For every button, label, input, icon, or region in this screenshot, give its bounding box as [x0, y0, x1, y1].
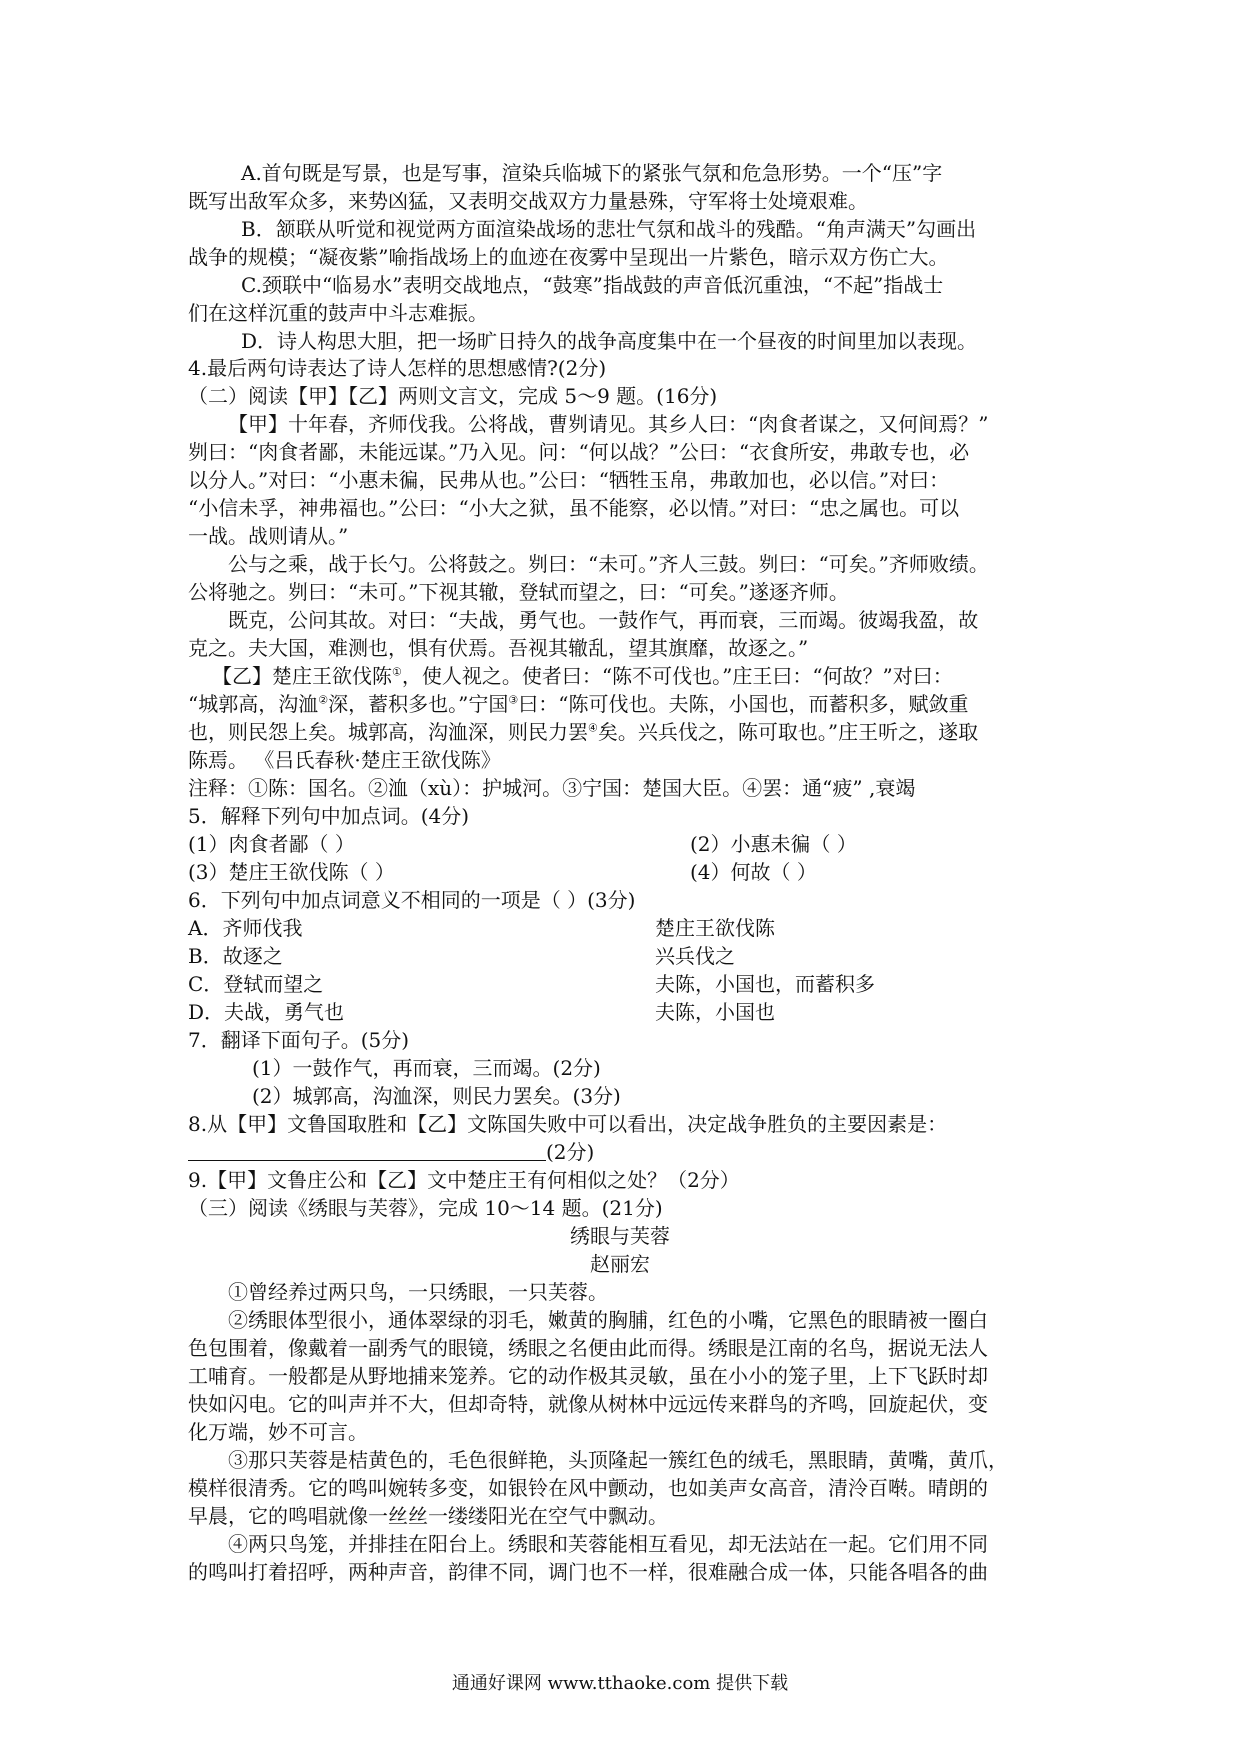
question-5-title: 5．解释下列句中加点词。(4分) — [188, 804, 470, 828]
jia-line: 一战。战则请从。” — [188, 524, 349, 548]
yi-line: 也，则民怨上矣。城郭高，沟洫深，则民力罢④矣。兴兵伐之，陈可取也。”庄王听之，遂取 — [188, 720, 979, 744]
article-line: ①曾经养过两只鸟，一只绣眼，一只芙蓉。 — [228, 1280, 608, 1304]
article-line: 早晨，它的鸣唱就像一丝丝一缕缕阳光在空气中飘动。 — [188, 1504, 668, 1528]
option-d: D．诗人构思大胆，把一场旷日持久的战争高度集中在一个昼夜的时间里加以表现。 — [241, 329, 978, 353]
jia-line: 以分人。”对曰：“小惠未徧，民弗从也。”公曰：“牺牲玉帛，弗敢加也，必以信。”对曰： — [188, 468, 950, 492]
article-line: ②绣眼体型很小，通体翠绿的羽毛，嫩黄的胸脯，红色的小嘴，它黑色的眼睛被一圈白 — [228, 1308, 988, 1332]
notes: 注释：①陈：国名。②洫（xù）：护城河。③宁国：楚国大臣。④罢：通“疲” ,衰竭 — [188, 776, 916, 800]
yi-line: “城郭高，沟洫②深，蓄积多也。”宁国③曰：“陈可伐也。夫陈，小国也，而蓄积多，赋敛重 — [188, 692, 969, 716]
yi-line: 【乙】楚庄王欲伐陈①，使人视之。使者曰：“陈不可伐也。”庄王曰：“何故？”对曰： — [212, 664, 953, 688]
jia-line: 【甲】十年春，齐师伐我。公将战，曹刿请见。其乡人曰：“肉食者谋之，又何间焉？” — [228, 412, 989, 436]
note-marker: ③ — [508, 693, 519, 707]
question-7-sentence: (1）一鼓作气，再而衰，三而竭。(2分) — [252, 1056, 601, 1080]
article-line: 的鸣叫打着招呼，两种声音，韵律不同，调门也不一样，很难融合成一体，只能各唱各的曲 — [188, 1560, 988, 1584]
answer-blank[interactable] — [188, 1140, 546, 1161]
section2-heading: （二）阅读【甲】【乙】两则文言文，完成 5～9 题。(16分) — [188, 384, 718, 408]
question-6-option: D．夫战，勇气也 — [188, 1000, 345, 1024]
question-6-compare: 夫陈，小国也 — [655, 1000, 775, 1024]
article-line: 色包围着，像戴着一副秀气的眼镜，绣眼之名便由此而得。绣眼是江南的名鸟，据说无法人 — [188, 1336, 988, 1360]
question-6-compare: 楚庄王欲伐陈 — [655, 916, 775, 940]
question-6-option: A．齐师伐我 — [188, 916, 303, 940]
section3-heading: （三）阅读《绣眼与芙蓉》，完成 10～14 题。(21分) — [188, 1196, 663, 1220]
question-7-sentence: (2）城郭高，沟洫深，则民力罢矣。(3分) — [252, 1084, 621, 1108]
question-8-answer-line: (2分) — [188, 1139, 594, 1165]
article-line: 工哺育。一般都是从野地捕来笼养。它的动作极其灵敏，虽在小小的笼子里，上下飞跃时却 — [188, 1364, 988, 1388]
note-marker: ② — [318, 693, 329, 707]
question-5-item: (4）何故（ ） — [690, 860, 817, 884]
question-7-title: 7．翻译下面句子。(5分) — [188, 1028, 410, 1052]
yi-source-line: 陈焉。 《吕氏春秋·楚庄王欲伐陈》 — [188, 748, 501, 772]
article-title: 绣眼与芙蓉 — [570, 1224, 670, 1248]
option-c-line2: 们在这样沉重的鼓声中斗志难振。 — [188, 301, 488, 325]
article-line: ③那只芙蓉是桔黄色的，毛色很鲜艳，头顶隆起一簇红色的绒毛，黑眼睛，黄嘴，黄爪， — [228, 1448, 1008, 1472]
jia-line: “小信未孚，神弗福也。”公曰：“小大之狱，虽不能察，必以情。”对曰：“忠之属也。可以 — [188, 496, 960, 520]
option-c-line1: C.颈联中“临易水”表明交战地点，“鼓寒”指战鼓的声音低沉重浊，“不起”指战士 — [241, 273, 944, 297]
question-8: 8.从【甲】文鲁国取胜和【乙】文陈国失败中可以看出，决定战争胜负的主要因素是： — [188, 1112, 948, 1136]
option-a-line1: A.首句既是写景，也是写事，渲染兵临城下的紧张气氛和危急形势。一个“压”字 — [241, 161, 943, 185]
question-5-item: (2）小惠未徧（ ） — [690, 832, 857, 856]
question-6-compare: 兴兵伐之 — [655, 944, 735, 968]
question-6-option: B．故逐之 — [188, 944, 283, 968]
question-9: 9.【甲】文鲁庄公和【乙】文中楚庄王有何相似之处？（2分） — [188, 1168, 740, 1192]
article-line: 模样很清秀。它的鸣叫婉转多变，如银铃在风中颤动，也如美声女高音，清泠百啭。晴朗的 — [188, 1476, 988, 1500]
question-4: 4.最后两句诗表达了诗人怎样的思想感情?(2分) — [188, 356, 607, 380]
footer-source: 通通好课网 www.tthaoke.com 提供下载 — [451, 1673, 789, 1694]
note-marker: ① — [392, 665, 402, 679]
article-line: ④两只鸟笼，并排挂在阳台上。绣眼和芙蓉能相互看见，却无法站在一起。它们用不同 — [228, 1532, 988, 1556]
article-line: 快如闪电。它的叫声并不大，但却奇特，就像从树林中远远传来群鸟的齐鸣，回旋起伏，变 — [188, 1392, 988, 1416]
jia-line: 既克，公问其故。对曰：“夫战，勇气也。一鼓作气，再而衰，三而竭。彼竭我盈，故 — [228, 608, 979, 632]
jia-line: 克之。夫大国，难测也，惧有伏焉。吾视其辙乱，望其旗靡，故逐之。” — [188, 636, 809, 660]
jia-line: 公与之乘，战于长勺。公将鼓之。刿曰：“未可。”齐人三鼓。刿曰：“可矣。”齐师败绩。 — [228, 552, 989, 576]
question-6-title: 6．下列句中加点词意义不相同的一项是（ ）(3分) — [188, 888, 636, 912]
jia-line: 刿曰：“肉食者鄙，未能远谋。”乃入见。问：“何以战？”公曰：“衣食所安，弗敢专也，必 — [188, 440, 970, 464]
question-6-compare: 夫陈，小国也，而蓄积多 — [655, 972, 875, 996]
option-a-line2: 既写出敌军众多，来势凶猛，又表明交战双方力量悬殊，守军将士处境艰难。 — [188, 189, 868, 213]
question-5-item: (1）肉食者鄙（ ） — [188, 832, 355, 856]
article-author: 赵丽宏 — [590, 1252, 650, 1276]
article-line: 化万端，妙不可言。 — [188, 1420, 368, 1444]
question-6-option: C．登轼而望之 — [188, 972, 324, 996]
question-5-item: (3）楚庄王欲伐陈（ ） — [188, 860, 395, 884]
option-b-line1: B．颔联从听觉和视觉两方面渲染战场的悲壮气氛和战斗的残酷。“角声满天”勾画出 — [241, 217, 977, 241]
jia-line: 公将驰之。刿曰：“未可。”下视其辙，登轼而望之，曰：“可矣。”遂逐齐师。 — [188, 580, 849, 604]
note-marker: ④ — [588, 721, 598, 735]
option-b-line2: 战争的规模；“凝夜紫”喻指战场上的血迹在夜雾中呈现出一片紫色，暗示双方伤亡大。 — [188, 245, 949, 269]
